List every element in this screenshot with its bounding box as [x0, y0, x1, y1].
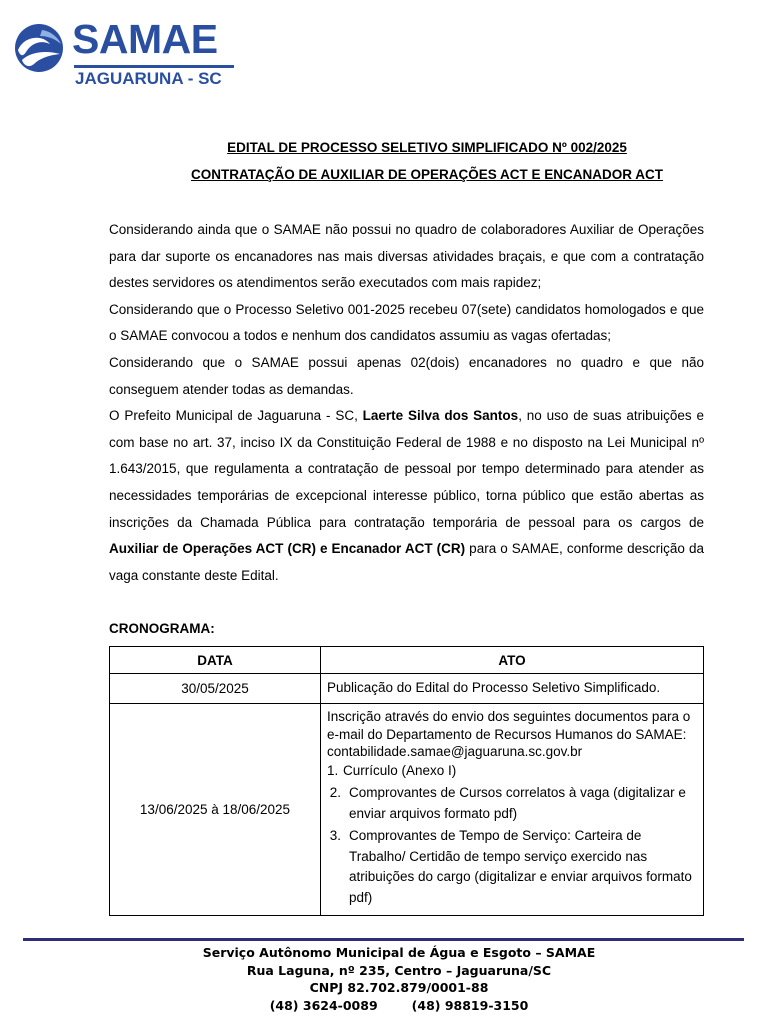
footer	[0, 944, 768, 1014]
footer-phones	[30, 997, 768, 1015]
list-item-text: Comprovantes de Cursos correlatos à vaga (digitalizar e enviar arquivos formato pdf)	[349, 785, 686, 821]
paragraph-4-part-a: O Prefeito Municipal de Jaguaruna - SC,	[109, 408, 363, 424]
paragraph-2: Considerando que o Processo Seletivo 001-2025 recebeu 07(sete) candidatos homologados e que o SAMAE convocou a todos e nenhum dos candidatos assumiu as vagas ofertadas;	[109, 301, 704, 344]
footer-address: Rua Laguna, nº 235, Centro – Jaguaruna/SC	[246, 962, 552, 978]
footer-org-name: Serviço Autônomo Municipal de Água e Esgoto – SAMAE	[202, 945, 596, 960]
edital-subtitle: CONTRATAÇÃO DE AUXILIAR DE OPERAÇÕES ACT E ENCANADOR ACT	[190, 167, 663, 182]
row-1-date: 30/05/2025	[110, 674, 321, 704]
footer-phone-landline: (48) 3624-0089	[269, 997, 378, 1013]
paragraph-1: Considerando ainda que o SAMAE não possui no quadro de colaboradores Auxiliar de Operações para dar suporte os encanadores nas mais diversas atividades braçais, e que com a contratação destes servidores os atendimentos serão executados com mais rapidez;	[109, 222, 704, 291]
paragraph-3: Considerando que o SAMAE possui apenas 02(dois) encanadores no quadro e que não conseguem atender todas as demandas.	[109, 354, 704, 397]
cronograma-label: CRONOGRAMA:	[109, 621, 215, 636]
document-list	[327, 761, 697, 909]
job-roles: Auxiliar de Operações ACT (CR) e Encanador ACT (CR)	[109, 541, 466, 557]
paragraph-4-part-c: para o SAMAE, conforme descrição da vaga constante deste Edital.	[109, 541, 704, 583]
list-item-number: 2.	[329, 785, 341, 800]
row-2-date: 13/06/2025 à 18/06/2025	[110, 704, 321, 916]
list-item-text: Comprovantes de Tempo de Serviço: Carteira de Trabalho/ Certidão de tempo serviço exercido nas atribuições do cargo (digitalizar e enviar arquivos formato pdf)	[349, 828, 692, 905]
table-header-row	[110, 647, 704, 674]
header-data: DATA	[110, 647, 321, 674]
footer-cnpj: CNPJ 82.702.879/0001-88	[309, 980, 489, 995]
list-item-number: 1.	[327, 762, 339, 778]
cronograma-table	[109, 646, 704, 916]
list-item	[327, 761, 697, 782]
row-2-ato	[321, 704, 704, 916]
list-item	[327, 826, 697, 908]
edital-title: EDITAL DE PROCESSO SELETIVO SIMPLIFICADO Nº 002/2025	[227, 140, 627, 155]
row-1-ato: Publicação do Edital do Processo Seletivo Simplificado.	[321, 674, 704, 704]
paragraph-4	[109, 403, 704, 589]
footer-phone-mobile: (48) 98819-3150	[411, 997, 529, 1013]
logo-divider	[74, 65, 234, 68]
water-drop-logo-icon	[12, 22, 70, 74]
list-item	[327, 783, 697, 824]
list-item-number: 3.	[329, 828, 341, 843]
samae-logo	[12, 16, 232, 88]
logo-name: SAMAE	[72, 16, 218, 62]
paragraph-4-part-b: , no uso de suas atribuições e com base no art. 37, inciso IX da Constituição Federal de 1988 e no disposto na Lei Municipal nº 1.643/2015, que regulamenta a contratação de pessoal por tempo determinado para atender as necessidades temporárias de excepcional interesse público, torna público que estão abertas as inscrições da Chamada Pública para contratação temporária de pessoal para os cargos de	[109, 408, 704, 530]
table-row	[110, 704, 704, 916]
footer-divider	[23, 938, 744, 941]
logo-city: JAGUARUNA - SC	[75, 69, 222, 88]
row-2-intro: Inscrição através do envio dos seguintes documentos para o e-mail do Departamento de Recursos Humanos do SAMAE: contabilidade.samae@jaguaruna.sc.gov.br	[327, 709, 691, 759]
table-row	[110, 674, 704, 704]
mayor-name: Laerte Silva dos Santos	[362, 408, 519, 424]
header-ato: ATO	[321, 647, 704, 674]
edital-body	[109, 217, 704, 589]
list-item-text: Currículo (Anexo I)	[343, 762, 457, 778]
